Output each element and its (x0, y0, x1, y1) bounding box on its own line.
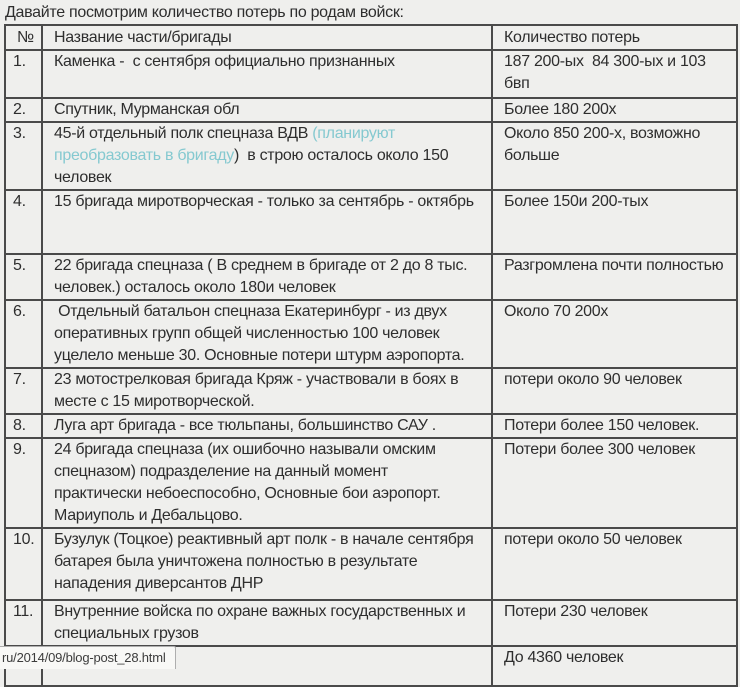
row-number-cell: 7. (5, 368, 42, 414)
row-number-cell: 2. (5, 98, 42, 122)
unit-link[interactable]: (планируют преобразовать в бригаду (54, 125, 400, 164)
row-number-cell: 10. (5, 528, 42, 600)
losses-cell: До 4360 человек (492, 646, 737, 686)
row-number-cell: 3. (5, 122, 42, 190)
unit-name-cell: Спутник, Мурманская обл (42, 98, 492, 122)
unit-name-cell: Каменка - с сентября официально признанных (42, 50, 492, 98)
table-row (5, 300, 737, 368)
unit-name-cell: 15 бригада миротворческая - только за сентябрь - октябрь (42, 190, 492, 254)
table-row (5, 122, 737, 190)
table-row (5, 600, 737, 646)
losses-table (4, 24, 738, 687)
row-number-cell: 5. (5, 254, 42, 300)
table-row (5, 50, 737, 98)
table-row (5, 98, 737, 122)
unit-name-cell: Луга арт бригада - все тюльпаны, большинство САУ . (42, 414, 492, 438)
losses-cell: 187 200-ых 84 300-ых и 103 бвп (492, 50, 737, 98)
losses-cell: Около 850 200-х, возможно больше (492, 122, 737, 190)
row-number-cell: 1. (5, 50, 42, 98)
losses-cell: Потери более 150 человек. (492, 414, 737, 438)
table-row (5, 190, 737, 254)
unit-name-cell: 23 мотострелковая бригада Кряж - участвовали в боях в месте с 15 миротворческой. (42, 368, 492, 414)
row-number-cell: 6. (5, 300, 42, 368)
table-header-row (5, 25, 737, 50)
unit-name-cell (42, 122, 492, 190)
unit-name-cell: 24 бригада спецназа (их ошибочно называли омским спецназом) подразделение на данный момент практически небоеспособно, Основные бои аэропорт. Мариуполь и Дебальцово. (42, 438, 492, 528)
losses-cell: Потери более 300 человек (492, 438, 737, 528)
table-body (5, 50, 737, 686)
unit-name-text: 45-й отдельный полк спецназа ВДВ (54, 125, 313, 142)
unit-name-cell: Внутренние войска по охране важных государственных и специальных грузов (42, 600, 492, 646)
table-row (5, 368, 737, 414)
row-number-cell: 8. (5, 414, 42, 438)
header-unit-name: Название части/бригады (42, 25, 492, 50)
table-row (5, 438, 737, 528)
page-title: Давайте посмотрим количество потерь по родам войск: (5, 4, 404, 21)
losses-cell: потери около 90 человек (492, 368, 737, 414)
row-number-cell: 11. (5, 600, 42, 646)
table-row (5, 528, 737, 600)
unit-name-cell: Отдельный батальон спецназа Екатеринбург - из двух оперативных групп общей численностью 100 человек уцелело меньше 30. Основные потери штурм аэропорта. (42, 300, 492, 368)
losses-cell: Потери 230 человек (492, 600, 737, 646)
row-number-cell: 9. (5, 438, 42, 528)
unit-name-cell: Бузулук (Тоцкое) реактивный арт полк - в начале сентября батарея была уничтожена полностью в результате нападения диверсантов ДНР (42, 528, 492, 600)
header-number: № (5, 25, 42, 50)
losses-cell: Около 70 200х (492, 300, 737, 368)
row-number-cell: 4. (5, 190, 42, 254)
table-row (5, 254, 737, 300)
table-row (5, 414, 737, 438)
losses-cell: Разгромлена почти полностью (492, 254, 737, 300)
header-losses: Количество потерь (492, 25, 737, 50)
losses-cell: Более 180 200х (492, 98, 737, 122)
browser-status-bar-url: ru/2014/09/blog-post_28.html (0, 646, 176, 669)
unit-name-cell: 22 бригада спецназа ( В среднем в бригаде от 2 до 8 тыс. человек.) осталось около 180и человек (42, 254, 492, 300)
losses-cell: потери около 50 человек (492, 528, 737, 600)
unit-name-text: ) в строю осталось около 150 человек (54, 147, 453, 186)
losses-cell: Более 150и 200-тых (492, 190, 737, 254)
